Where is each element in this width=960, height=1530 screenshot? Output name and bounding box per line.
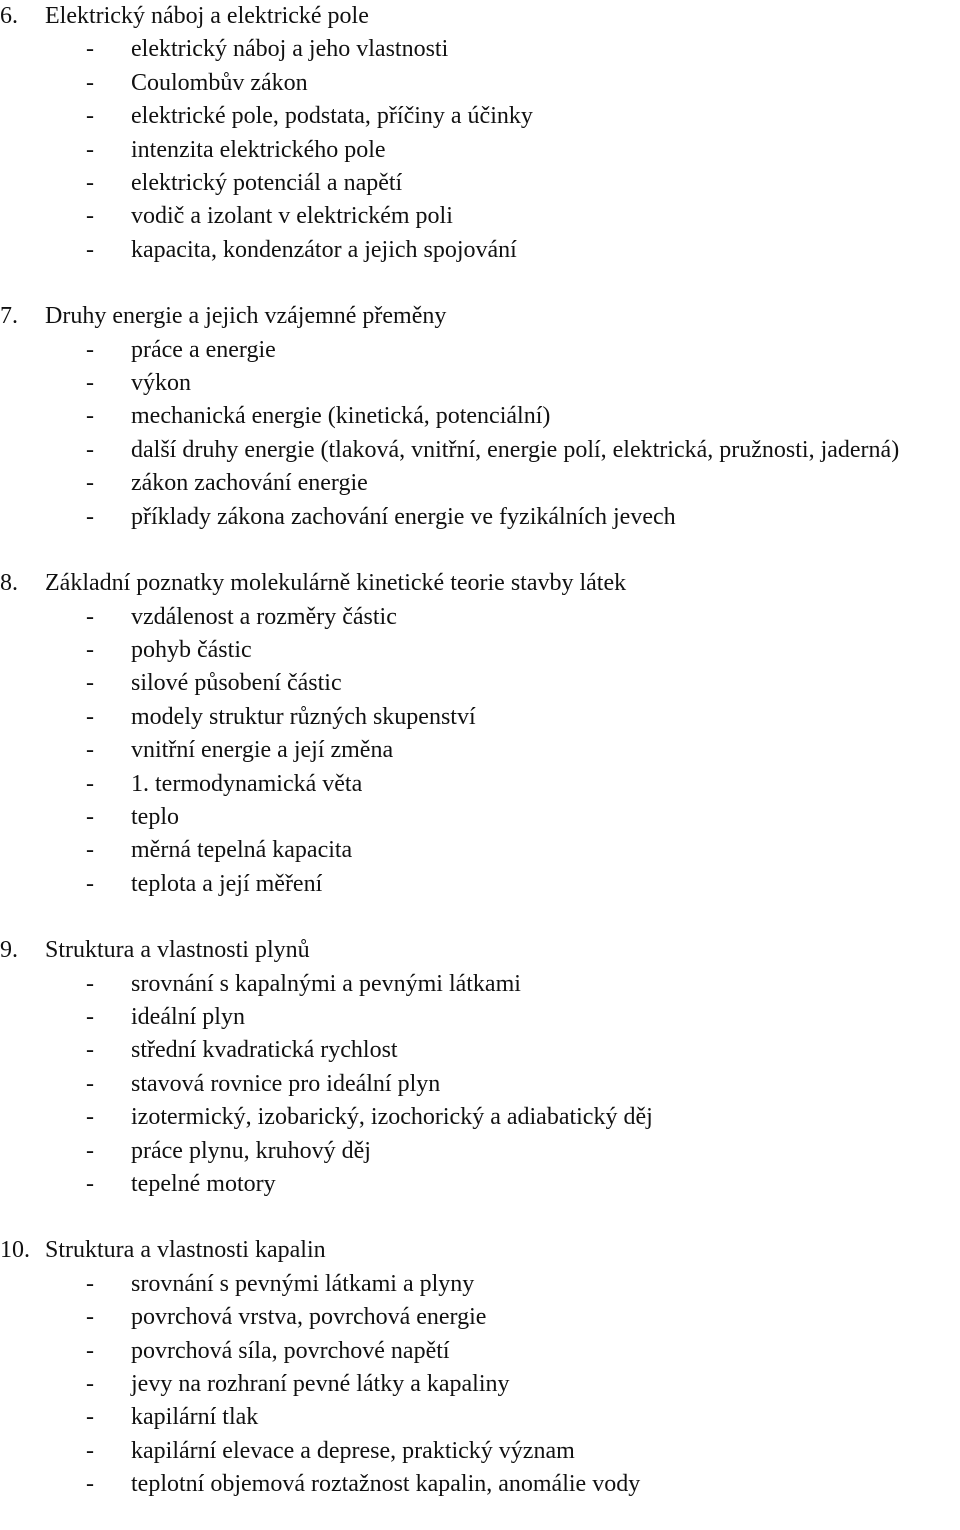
list-item (0, 1335, 960, 1368)
section-item-list (0, 968, 960, 1202)
list-item-text: Coulombův zákon (131, 69, 308, 96)
list-item (0, 33, 960, 66)
list-item (0, 334, 960, 367)
outline-section (0, 0, 960, 267)
section-heading (0, 934, 960, 967)
list-bullet-dash: - (86, 1404, 94, 1431)
list-bullet-dash: - (86, 770, 94, 797)
list-bullet-dash: - (86, 1003, 94, 1030)
list-bullet-dash: - (86, 203, 94, 230)
list-item-text: 1. termodynamická věta (131, 770, 363, 797)
list-item (0, 1268, 960, 1301)
list-bullet-dash: - (86, 336, 94, 363)
list-bullet-dash: - (86, 69, 94, 96)
outline-section (0, 1234, 960, 1501)
list-bullet-dash: - (86, 470, 94, 497)
list-item-text: izotermický, izobarický, izochorický a adiabatický děj (131, 1104, 653, 1131)
list-item-text: další druhy energie (tlaková, vnitřní, energie polí, elektrická, pružnosti, jaderná) (131, 436, 900, 463)
list-item-text: tepelné motory (131, 1171, 276, 1197)
list-bullet-dash: - (86, 1270, 94, 1297)
list-item-text: elektrický potenciál a napětí (131, 170, 403, 197)
list-bullet-dash: - (86, 837, 94, 864)
list-item (0, 67, 960, 100)
list-item (0, 200, 960, 233)
list-bullet-dash: - (86, 1437, 94, 1464)
list-bullet-dash: - (86, 1371, 94, 1398)
list-bullet-dash: - (86, 36, 94, 63)
list-bullet-dash: - (86, 1304, 94, 1331)
list-bullet-dash: - (86, 503, 94, 530)
list-bullet-dash: - (86, 737, 94, 764)
list-item (0, 601, 960, 634)
list-item (0, 134, 960, 167)
list-bullet-dash: - (86, 1471, 94, 1498)
list-item-text: zákon zachování energie (131, 470, 368, 497)
outline-section (0, 934, 960, 1201)
list-item (0, 701, 960, 734)
list-item (0, 667, 960, 700)
section-title: Druhy energie a jejich vzájemné přeměny (45, 303, 447, 330)
list-item-text: práce a energie (131, 336, 276, 363)
list-item (0, 1301, 960, 1334)
list-bullet-dash: - (86, 670, 94, 697)
list-item-text: teplota a její měření (131, 870, 323, 897)
list-item (0, 1068, 960, 1101)
list-item-text: příklady zákona zachování energie ve fyzikálních jevech (131, 503, 676, 530)
list-bullet-dash: - (86, 1104, 94, 1131)
list-item-text: kapilární elevace a deprese, praktický význam (131, 1437, 575, 1464)
list-bullet-dash: - (86, 703, 94, 730)
list-item (0, 1368, 960, 1401)
list-item (0, 1468, 960, 1501)
list-bullet-dash: - (86, 1070, 94, 1097)
list-item (0, 400, 960, 433)
list-bullet-dash: - (86, 236, 94, 263)
list-bullet-dash: - (86, 1337, 94, 1364)
section-item-list (0, 601, 960, 902)
list-item (0, 868, 960, 901)
section-number: 9. (0, 937, 18, 964)
section-number: 8. (0, 570, 18, 597)
list-item (0, 501, 960, 534)
list-item (0, 968, 960, 1001)
list-bullet-dash: - (86, 136, 94, 163)
list-item (0, 467, 960, 500)
list-bullet-dash: - (86, 1171, 94, 1197)
section-item-list (0, 1268, 960, 1502)
list-item-text: vodič a izolant v elektrickém poli (131, 203, 453, 230)
list-bullet-dash: - (86, 1037, 94, 1064)
list-item (0, 1135, 960, 1168)
section-title: Struktura a vlastnosti kapalin (45, 1237, 326, 1264)
list-item-text: kapacita, kondenzátor a jejich spojování (131, 236, 517, 263)
list-bullet-dash: - (86, 636, 94, 663)
section-title: Elektrický náboj a elektrické pole (45, 3, 369, 29)
section-title: Základní poznatky molekulárně kinetické teorie stavby látek (45, 570, 627, 597)
section-number: 6. (0, 3, 18, 29)
list-item (0, 634, 960, 667)
list-item-text: vnitřní energie a její změna (131, 737, 394, 764)
list-item (0, 1101, 960, 1134)
list-bullet-dash: - (86, 803, 94, 830)
section-heading (0, 300, 960, 333)
list-bullet-dash: - (86, 970, 94, 997)
list-item-text: povrchová vrstva, povrchová energie (131, 1304, 487, 1331)
list-item-text: střední kvadratická rychlost (131, 1037, 398, 1064)
section-item-list (0, 334, 960, 534)
list-item-text: kapilární tlak (131, 1404, 259, 1431)
list-item-text: teplotní objemová roztažnost kapalin, anomálie vody (131, 1471, 641, 1498)
list-bullet-dash: - (86, 603, 94, 630)
list-item (0, 434, 960, 467)
list-item-text: intenzita elektrického pole (131, 136, 386, 163)
list-bullet-dash: - (86, 436, 94, 463)
list-item-text: výkon (131, 370, 191, 397)
list-bullet-dash: - (86, 370, 94, 397)
section-heading (0, 567, 960, 600)
list-item (0, 1401, 960, 1434)
list-item-text: pohyb částic (131, 636, 252, 663)
list-item (0, 801, 960, 834)
list-bullet-dash: - (86, 103, 94, 130)
list-item-text: modely struktur různých skupenství (131, 703, 476, 730)
list-item-text: silové působení částic (131, 670, 342, 697)
list-item (0, 367, 960, 400)
list-item (0, 834, 960, 867)
section-title: Struktura a vlastnosti plynů (45, 937, 310, 964)
list-item-text: jevy na rozhraní pevné látky a kapaliny (131, 1371, 510, 1398)
list-item (0, 1001, 960, 1034)
list-item (0, 768, 960, 801)
list-bullet-dash: - (86, 870, 94, 897)
list-bullet-dash: - (86, 170, 94, 197)
outline-section (0, 300, 960, 534)
list-item (0, 1168, 960, 1201)
list-item-text: povrchová síla, povrchové napětí (131, 1337, 450, 1364)
list-item-text: stavová rovnice pro ideální plyn (131, 1070, 441, 1097)
section-heading (0, 0, 960, 33)
list-item-text: mechanická energie (kinetická, potenciální) (131, 403, 551, 430)
list-item (0, 1435, 960, 1468)
list-item (0, 734, 960, 767)
list-item (0, 1034, 960, 1067)
list-item-text: měrná tepelná kapacita (131, 837, 353, 864)
outline-section (0, 567, 960, 901)
list-item-text: srovnání s pevnými látkami a plyny (131, 1270, 475, 1297)
section-item-list (0, 33, 960, 267)
list-bullet-dash: - (86, 1137, 94, 1164)
list-item-text: vzdálenost a rozměry částic (131, 603, 397, 630)
section-number: 7. (0, 303, 18, 330)
list-item-text: ideální plyn (131, 1003, 245, 1030)
list-item-text: srovnání s kapalnými a pevnými látkami (131, 970, 521, 997)
list-item-text: práce plynu, kruhový děj (131, 1137, 371, 1164)
section-heading (0, 1234, 960, 1267)
section-number: 10. (0, 1237, 30, 1264)
list-item-text: elektrický náboj a jeho vlastnosti (131, 36, 449, 63)
list-item-text: teplo (131, 803, 179, 830)
list-item-text: elektrické pole, podstata, příčiny a účinky (131, 103, 533, 130)
list-bullet-dash: - (86, 403, 94, 430)
list-item (0, 234, 960, 267)
list-item (0, 100, 960, 133)
list-item (0, 167, 960, 200)
